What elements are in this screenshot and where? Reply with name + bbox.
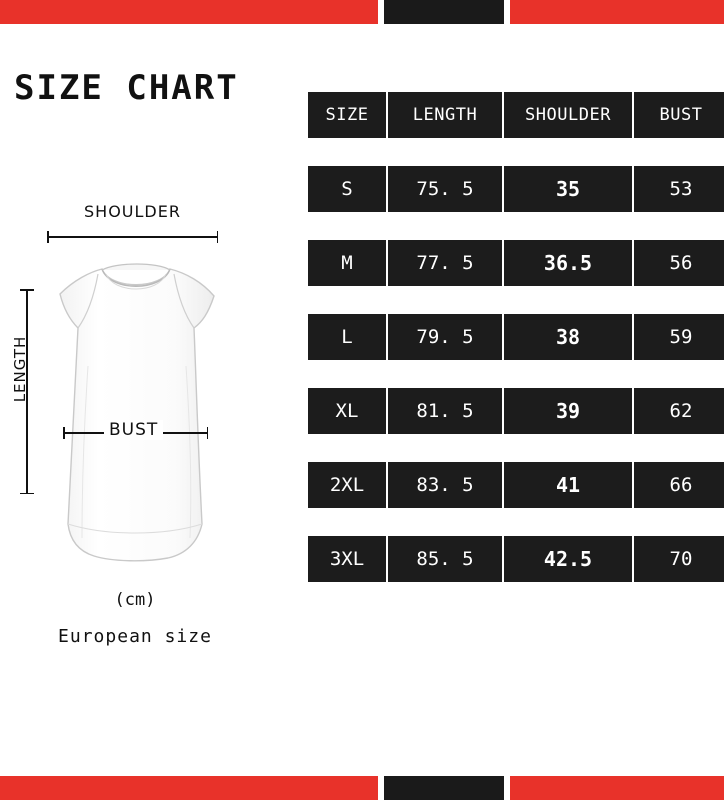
table-row <box>308 388 724 434</box>
table-header-shoulder: SHOULDER <box>504 92 632 138</box>
length-measure-label: LENGTH <box>11 335 29 403</box>
size-table-panel <box>306 24 724 776</box>
shoulder-measure-label: SHOULDER <box>84 202 181 221</box>
cell-shoulder: 38 <box>504 314 632 360</box>
cell-shoulder: 35 <box>504 166 632 212</box>
cell-size: 3XL <box>308 536 386 582</box>
table-row <box>308 240 724 286</box>
cell-size: XL <box>308 388 386 434</box>
table-row <box>308 462 724 508</box>
table-header-length: LENGTH <box>388 92 502 138</box>
top-bar-segment-red-left <box>0 0 378 24</box>
cell-bust: 56 <box>634 240 724 286</box>
cell-shoulder: 41 <box>504 462 632 508</box>
bottom-bar-segment-dark <box>384 776 504 800</box>
cell-length: 85. 5 <box>388 536 502 582</box>
region-label: European size <box>58 626 212 647</box>
bottom-bar-segment-red-left <box>0 776 378 800</box>
cell-bust: 59 <box>634 314 724 360</box>
cell-bust: 53 <box>634 166 724 212</box>
cell-shoulder: 36.5 <box>504 240 632 286</box>
tank-top-illustration <box>36 256 236 576</box>
bust-tick-right <box>207 427 209 439</box>
table-row <box>308 536 724 582</box>
size-table <box>306 64 724 610</box>
top-decorative-bar <box>0 0 724 24</box>
cell-size: M <box>308 240 386 286</box>
shoulder-line-rule <box>47 236 218 238</box>
bust-measure-label: BUST <box>104 420 163 440</box>
top-bar-segment-dark <box>384 0 504 24</box>
cell-length: 79. 5 <box>388 314 502 360</box>
cell-size: 2XL <box>308 462 386 508</box>
cell-size: L <box>308 314 386 360</box>
shoulder-tick-right <box>217 231 219 243</box>
cell-length: 75. 5 <box>388 166 502 212</box>
cell-shoulder: 42.5 <box>504 536 632 582</box>
illustration-panel <box>0 24 306 776</box>
cell-size: S <box>308 166 386 212</box>
cell-bust: 70 <box>634 536 724 582</box>
table-header-size: SIZE <box>308 92 386 138</box>
bottom-decorative-bar <box>0 776 724 800</box>
table-row <box>308 166 724 212</box>
length-tick-bottom <box>20 493 34 495</box>
cell-bust: 66 <box>634 462 724 508</box>
unit-label: (cm) <box>114 590 156 610</box>
bottom-bar-segment-red-right <box>510 776 724 800</box>
cell-length: 77. 5 <box>388 240 502 286</box>
table-header-bust: BUST <box>634 92 724 138</box>
top-bar-segment-red-right <box>510 0 724 24</box>
cell-bust: 62 <box>634 388 724 434</box>
cell-length: 81. 5 <box>388 388 502 434</box>
cell-shoulder: 39 <box>504 388 632 434</box>
page-title: SIZE CHART <box>14 68 239 108</box>
table-row <box>308 314 724 360</box>
cell-length: 83. 5 <box>388 462 502 508</box>
table-header-row <box>308 92 724 138</box>
shoulder-measure-line <box>47 231 218 243</box>
